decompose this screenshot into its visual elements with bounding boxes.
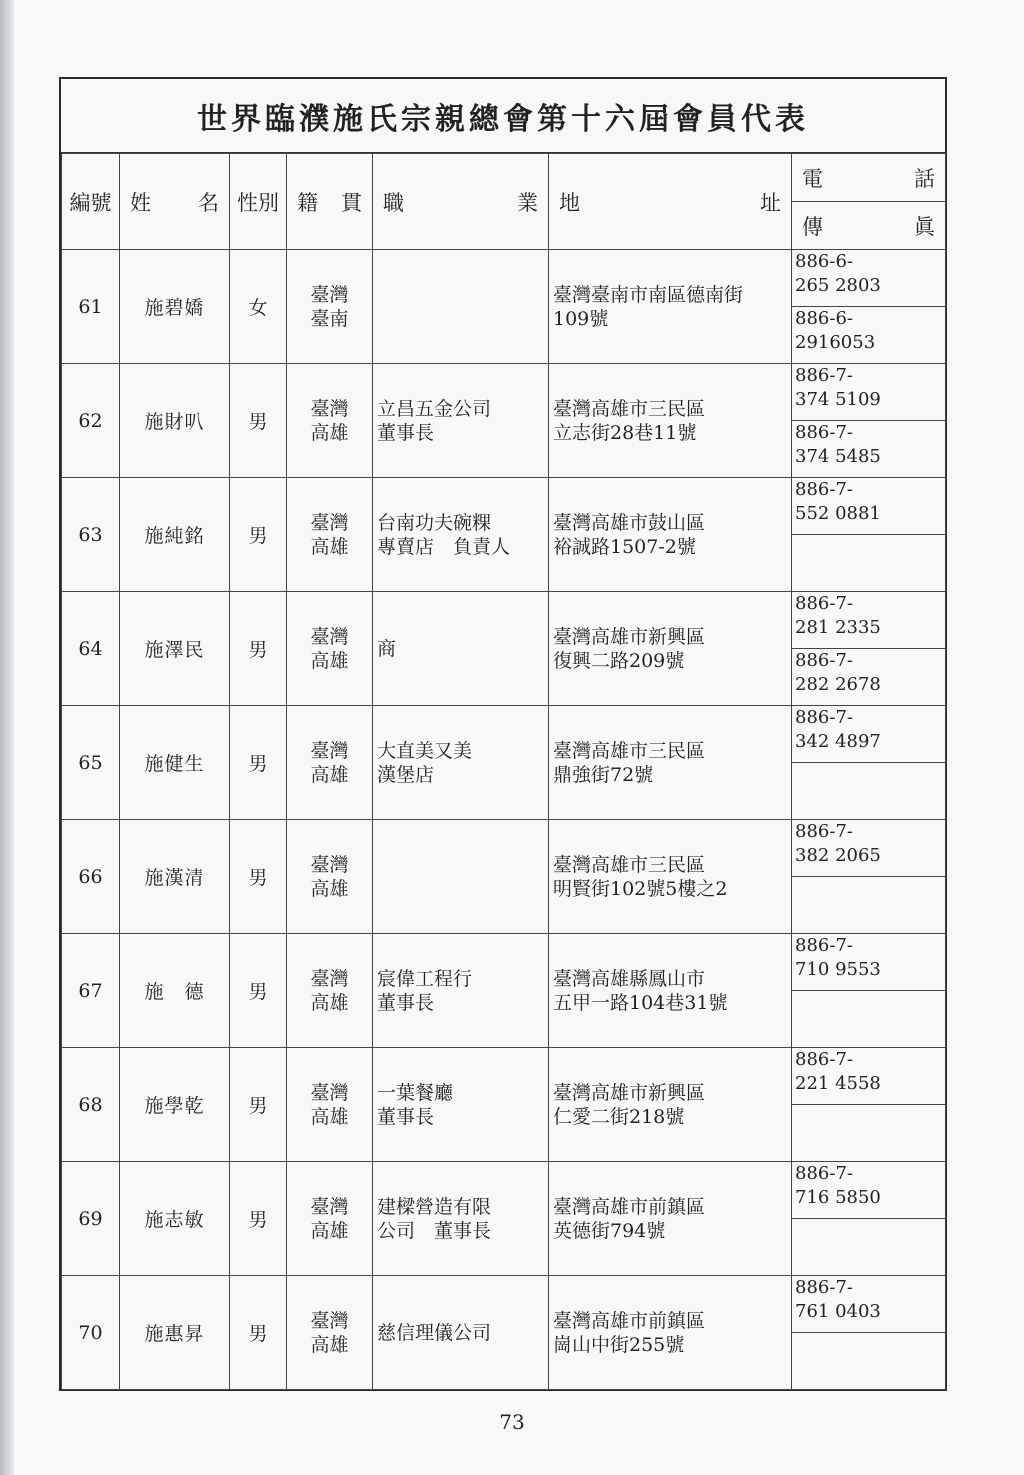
member-telephone: 886-7- 374 5109 bbox=[792, 364, 946, 421]
member-name: 施財叭 bbox=[120, 364, 230, 478]
member-origin: 臺灣 高雄 bbox=[287, 364, 373, 478]
member-fax bbox=[792, 535, 946, 592]
table-row bbox=[62, 364, 946, 421]
member-telephone: 886-6- 265 2803 bbox=[792, 250, 946, 307]
table-row bbox=[62, 592, 946, 649]
header-address: 地 址 bbox=[549, 154, 792, 250]
book-spine-shadow bbox=[0, 0, 14, 1475]
member-no: 69 bbox=[62, 1162, 120, 1276]
member-address: 臺灣高雄縣鳳山市 五甲一路104巷31號 bbox=[549, 934, 792, 1048]
member-address: 臺灣臺南市南區德南街 109號 bbox=[549, 250, 792, 364]
member-occupation bbox=[373, 820, 549, 934]
member-sex: 男 bbox=[230, 1162, 287, 1276]
member-fax bbox=[792, 991, 946, 1048]
member-origin: 臺灣 高雄 bbox=[287, 820, 373, 934]
member-sex: 男 bbox=[230, 1048, 287, 1162]
member-no: 65 bbox=[62, 706, 120, 820]
member-occupation: 大直美又美 漢堡店 bbox=[373, 706, 549, 820]
table-row bbox=[62, 1048, 946, 1105]
member-sex: 男 bbox=[230, 592, 287, 706]
member-fax bbox=[792, 763, 946, 820]
member-telephone: 886-7- 761 0403 bbox=[792, 1276, 946, 1333]
member-origin: 臺灣 高雄 bbox=[287, 1276, 373, 1390]
header-job: 職 業 bbox=[373, 154, 549, 250]
table-frame bbox=[59, 77, 947, 1391]
member-address: 臺灣高雄市新興區 復興二路209號 bbox=[549, 592, 792, 706]
member-sex: 男 bbox=[230, 706, 287, 820]
member-name: 施純銘 bbox=[120, 478, 230, 592]
member-rows bbox=[62, 250, 946, 1390]
member-address: 臺灣高雄市三民區 鼎強街72號 bbox=[549, 706, 792, 820]
member-sex: 男 bbox=[230, 478, 287, 592]
member-address: 臺灣高雄市鼓山區 裕誠路1507-2號 bbox=[549, 478, 792, 592]
member-telephone: 886-7- 710 9553 bbox=[792, 934, 946, 991]
member-occupation: 商 bbox=[373, 592, 549, 706]
member-name: 施漢清 bbox=[120, 820, 230, 934]
member-occupation: 建樑營造有限 公司 董事長 bbox=[373, 1162, 549, 1276]
member-address: 臺灣高雄市前鎮區 英德街794號 bbox=[549, 1162, 792, 1276]
member-no: 62 bbox=[62, 364, 120, 478]
member-name: 施惠昇 bbox=[120, 1276, 230, 1390]
table-row bbox=[62, 820, 946, 877]
table-row bbox=[62, 934, 946, 991]
table-row bbox=[62, 1162, 946, 1219]
member-no: 67 bbox=[62, 934, 120, 1048]
member-table bbox=[61, 153, 946, 1390]
member-name: 施健生 bbox=[120, 706, 230, 820]
header-telephone: 電 話 bbox=[792, 154, 946, 202]
member-name: 施 德 bbox=[120, 934, 230, 1048]
table-row bbox=[62, 1276, 946, 1333]
member-telephone: 886-7- 716 5850 bbox=[792, 1162, 946, 1219]
member-sex: 男 bbox=[230, 364, 287, 478]
table-row bbox=[62, 706, 946, 763]
member-origin: 臺灣 高雄 bbox=[287, 1162, 373, 1276]
table-row bbox=[62, 250, 946, 307]
member-fax: 886-7- 374 5485 bbox=[792, 421, 946, 478]
member-occupation: 台南功夫碗粿 專賣店 負責人 bbox=[373, 478, 549, 592]
member-telephone: 886-7- 342 4897 bbox=[792, 706, 946, 763]
member-sex: 男 bbox=[230, 1276, 287, 1390]
header-origin: 籍 貫 bbox=[287, 154, 373, 250]
member-fax bbox=[792, 877, 946, 934]
table-row bbox=[62, 478, 946, 535]
member-no: 68 bbox=[62, 1048, 120, 1162]
member-name: 施碧嬌 bbox=[120, 250, 230, 364]
member-address: 臺灣高雄市新興區 仁愛二街218號 bbox=[549, 1048, 792, 1162]
member-name: 施學乾 bbox=[120, 1048, 230, 1162]
member-occupation bbox=[373, 250, 549, 364]
member-address: 臺灣高雄市前鎮區 崗山中街255號 bbox=[549, 1276, 792, 1390]
member-name: 施澤民 bbox=[120, 592, 230, 706]
member-origin: 臺灣 高雄 bbox=[287, 706, 373, 820]
member-no: 66 bbox=[62, 820, 120, 934]
member-occupation: 宸偉工程行 董事長 bbox=[373, 934, 549, 1048]
page-title: 世界臨濮施氏宗親總會第十六屆會員代表 bbox=[61, 79, 945, 153]
member-telephone: 886-7- 281 2335 bbox=[792, 592, 946, 649]
member-sex: 女 bbox=[230, 250, 287, 364]
member-occupation: 一葉餐廳 董事長 bbox=[373, 1048, 549, 1162]
header-fax: 傳 眞 bbox=[792, 202, 946, 250]
member-telephone: 886-7- 221 4558 bbox=[792, 1048, 946, 1105]
header-sex: 性別 bbox=[230, 154, 287, 250]
member-telephone: 886-7- 552 0881 bbox=[792, 478, 946, 535]
member-origin: 臺灣 高雄 bbox=[287, 478, 373, 592]
member-fax bbox=[792, 1105, 946, 1162]
header-no: 編號 bbox=[62, 154, 120, 250]
member-no: 70 bbox=[62, 1276, 120, 1390]
member-origin: 臺灣 高雄 bbox=[287, 934, 373, 1048]
member-address: 臺灣高雄市三民區 明賢街102號5樓之2 bbox=[549, 820, 792, 934]
member-no: 63 bbox=[62, 478, 120, 592]
member-fax bbox=[792, 1333, 946, 1390]
member-telephone: 886-7- 382 2065 bbox=[792, 820, 946, 877]
member-fax: 886-7- 282 2678 bbox=[792, 649, 946, 706]
member-origin: 臺灣 高雄 bbox=[287, 592, 373, 706]
member-no: 64 bbox=[62, 592, 120, 706]
member-address: 臺灣高雄市三民區 立志街28巷11號 bbox=[549, 364, 792, 478]
member-occupation: 立昌五金公司 董事長 bbox=[373, 364, 549, 478]
member-no: 61 bbox=[62, 250, 120, 364]
member-origin: 臺灣 高雄 bbox=[287, 1048, 373, 1162]
page-number: 73 bbox=[499, 1410, 525, 1434]
member-fax: 886-6- 2916053 bbox=[792, 307, 946, 364]
member-origin: 臺灣 臺南 bbox=[287, 250, 373, 364]
member-sex: 男 bbox=[230, 934, 287, 1048]
member-occupation: 慈信理儀公司 bbox=[373, 1276, 549, 1390]
member-name: 施志敏 bbox=[120, 1162, 230, 1276]
member-sex: 男 bbox=[230, 820, 287, 934]
header-name: 姓 名 bbox=[120, 154, 230, 250]
member-fax bbox=[792, 1219, 946, 1276]
